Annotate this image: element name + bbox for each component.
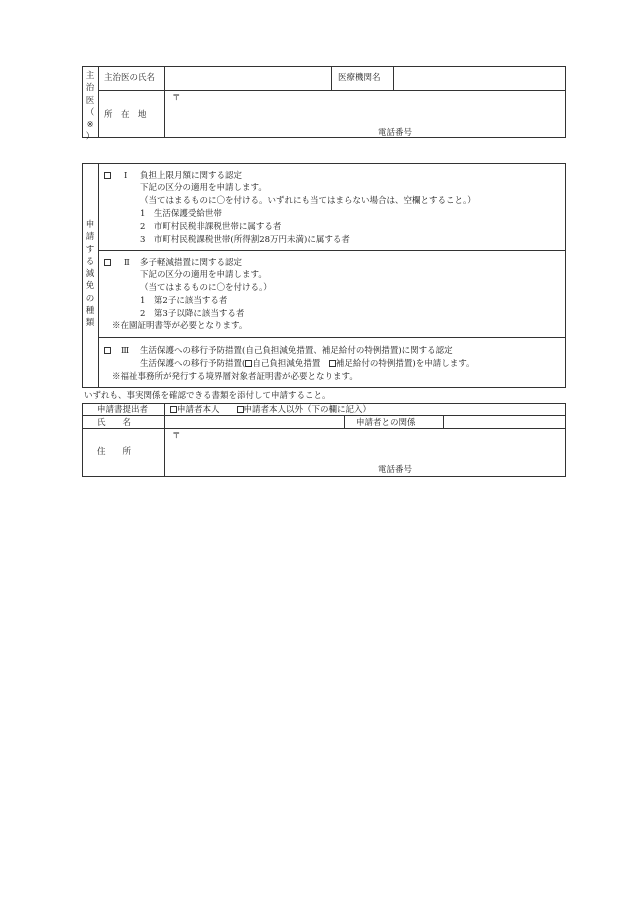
section-1-line: （当てはまるものに〇を付ける。いずれにも当てはまらない場合は、空欄とすること。） <box>140 196 476 206</box>
section-1-line: 1 生活保護受給世帯 <box>140 209 222 219</box>
section-3-title: 生活保護への移行予防措置(自己負担減免措置、補足給付の特例措置)に関する認定 <box>140 346 453 356</box>
section-1-line: 下記の区分の適用を申請します。 <box>140 183 267 193</box>
relation-label: 申請者との関係 <box>356 418 416 428</box>
section-3-line-suffix: )を申請します。 <box>412 359 475 369</box>
doctor-side-char: 治 <box>85 83 95 94</box>
reduction-side-char: 申 <box>85 220 95 230</box>
section-3-line-prefix: 生活保護への移行予防措置( <box>140 359 246 369</box>
reduction-side-char: 請 <box>85 232 95 243</box>
doctor-side-char: ） <box>85 132 95 143</box>
attach-note: いずれも、事実関係を確認できる書類を添付して申請すること。 <box>84 391 331 401</box>
reduction-side-char: 種 <box>85 306 95 317</box>
reduction-side-char: る <box>85 256 95 267</box>
section-2-title: 多子軽減措置に関する認定 <box>140 258 243 268</box>
reduction-side-char: 免 <box>85 281 95 292</box>
relation-right-divider <box>443 415 444 428</box>
submitter-name-label: 氏 名 <box>97 418 132 428</box>
submitter-label: 申請書提出者 <box>97 405 149 415</box>
reduction-side-label <box>84 219 96 330</box>
section-3-note: ※福祉事務所が発行する境界層対象者証明書が必要となります。 <box>112 372 358 382</box>
section-2-line: 1 第2子に該当する者 <box>140 296 228 306</box>
reduction-side-char: す <box>85 244 95 255</box>
section-3-checkbox[interactable] <box>104 347 111 354</box>
relation-left-divider <box>344 415 345 428</box>
submitter-options <box>170 405 371 415</box>
postal-mark: 〒 <box>172 93 181 103</box>
section-1-checkbox[interactable] <box>104 172 111 179</box>
section-2-numeral: Ⅱ <box>124 258 130 268</box>
reduction-side-divider <box>98 163 99 388</box>
doctor-name-label: 主治医の氏名 <box>104 73 156 83</box>
doctor-side-char: 医 <box>85 95 95 106</box>
submitter-other-label: 申請者本人以外（下の欄に記入） <box>243 405 372 415</box>
submitter-self-label: 申請者本人 <box>177 405 220 415</box>
doctor-side-divider <box>98 66 99 138</box>
submitter-address-field[interactable] <box>166 430 564 462</box>
submitter-postal-mark: 〒 <box>172 431 181 441</box>
doctor-side-label <box>84 70 96 144</box>
submitter-address-label: 住 所 <box>97 447 132 457</box>
section-divider-2 <box>98 337 566 338</box>
submitter-row-divider-2 <box>82 428 566 429</box>
section-1-line: 2 市町村民税非課税世帯に属する者 <box>140 222 282 232</box>
section-2-note: ※在園証明書等が必要となります。 <box>112 321 248 331</box>
reduction-side-char: の <box>85 293 95 304</box>
doctor-side-char: ※ <box>86 120 94 131</box>
reduction-side-char: 類 <box>85 318 95 329</box>
doctor-label-divider <box>164 66 165 138</box>
section-1-numeral: Ⅰ <box>124 171 128 181</box>
doctor-row-divider <box>98 90 566 91</box>
option-b-label: 補足給付の特例措置 <box>335 359 413 369</box>
section-3-numeral: Ⅲ <box>121 346 130 356</box>
submitter-label-divider <box>164 403 165 477</box>
doctor-address-label: 所 在 地 <box>104 110 147 120</box>
doctor-phone-label: 電話番号 <box>378 128 413 138</box>
submitter-name-field[interactable] <box>166 416 342 427</box>
section-divider-1 <box>98 250 566 251</box>
doctor-side-char: 主 <box>85 71 95 81</box>
section-2-line: 下記の区分の適用を申請します。 <box>140 270 267 280</box>
institution-right-divider <box>393 66 394 90</box>
submitter-phone-label: 電話番号 <box>378 465 413 475</box>
section-2-checkbox[interactable] <box>104 259 111 266</box>
doctor-side-char: （ <box>85 107 95 118</box>
submitter-self-checkbox[interactable] <box>170 406 177 413</box>
institution-left-divider <box>331 66 332 90</box>
doctor-address-field[interactable] <box>166 92 564 122</box>
submitter-other-checkbox[interactable] <box>237 406 244 413</box>
reduction-side-char: 減 <box>85 269 95 280</box>
option-a-label: 自己負担減免措置 <box>252 359 321 369</box>
institution-label: 医療機関名 <box>338 73 381 83</box>
section-3-options-line <box>140 359 475 369</box>
institution-field[interactable] <box>396 68 564 88</box>
section-1-line: 3 市町村民税課税世帯(所得割28万円未満)に属する者 <box>140 235 350 245</box>
option-b-checkbox[interactable] <box>329 360 336 367</box>
relation-field[interactable] <box>445 416 564 427</box>
section-1-title: 負担上限月額に関する認定 <box>140 171 243 181</box>
doctor-name-field[interactable] <box>166 68 329 88</box>
section-2-line: （当てはまるものに〇を付ける。） <box>140 283 272 293</box>
section-2-line: 2 第3子以降に該当する者 <box>140 309 245 319</box>
